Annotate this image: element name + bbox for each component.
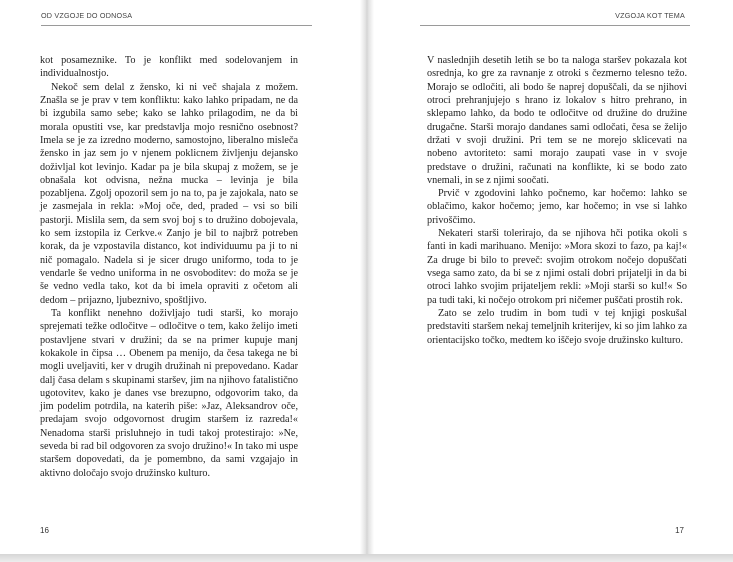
paragraph: kot posameznike. To je konflikt med sodelovanjem in individualnostjo.	[40, 55, 298, 80]
paragraph: Prvič v zgodovini lahko počnemo, kar hočemo: lahko se oblačimo, kakor hočemo; jemo, kar hočemo; in vse si lahko privoščimo.	[427, 188, 687, 226]
page-number: 16	[40, 526, 49, 535]
header-rule	[420, 25, 690, 26]
running-header: VZGOJA KOT TEMA	[615, 11, 685, 20]
page-number: 17	[675, 526, 684, 535]
right-page	[367, 0, 733, 554]
header-rule	[41, 25, 312, 26]
body-text	[427, 54, 687, 347]
body-text	[40, 54, 298, 480]
page-shadow	[0, 554, 733, 562]
paragraph: Nekateri starši tolerirajo, da se njihova hči potika okoli s fanti in kadi marihuano. Menijo: »Mora skozi to fazo, pa kaj!« Za druge bi bilo to preveč: svojim otrokom nočejo dopuščati vsega samo zato, da bi se z njimi ostali dobri prijatelji in da bi otroci lahko svojim prijateljem rekli: »Moji starši so kul!« So pa tudi taki, ki nočejo otrokom pri ničemer puščati prostih rok.	[427, 228, 687, 306]
book-gutter	[360, 0, 374, 554]
left-page	[0, 0, 366, 554]
running-header: OD VZGOJE DO ODNOSA	[41, 11, 133, 20]
paragraph: V naslednjih desetih letih se bo ta naloga staršev pokazala kot osrednja, ko gre za ravnanje z otroki s čezmerno telesno težo. Morajo se odločiti, ali bodo še naprej dopuščali, da se njihovi otroci prehranjujejo s hrano iz lokalov s hitro prehrano, in sklepamo lahko, da bodo te odločitve od družine do družine drugačne. Starši morajo dandanes sami odločati, česa se želijo držati v svoji družini. Pri tem se ne morejo sklicevati na nobeno avtoriteto: sami morajo zaupati vase in v svoje predstave o družini, računati na konflikte, ki se bodo zato vnemali, in se z njimi soočati.	[427, 55, 687, 186]
paragraph: Ta konflikt nenehno doživljajo tudi starši, ko morajo sprejemati težke odločitve – odločitve o tem, kako želijo imeti postavljene stvari v družini; da se na primer kupuje manj kokakole in čipsa … Obenem pa menijo, da česa takega ne bi mogli uveljaviti, ker v drugih družinah ni prepovedano. Kadar dalj časa delam s skupinami staršev, jim na njihovo fatalistično ugotovitev, kako je danes vse brezupno, odgovorim tako, da jim podelim potrdila, na katerih piše: »Jaz, Aleksandrov oče, predajam svojo odgovornost drugim staršem iz razreda!« Nenadoma starši prisluhnejo in tudi takoj protestirajo: »Ne, seveda bi rad bil odgovoren za svojo družino!« In tako mi uspe staršem dopovedati, da je pomembno, da sami vzgajajo in aktivno določajo svojo družinsko kulturo.	[40, 307, 298, 479]
paragraph: Nekoč sem delal z žensko, ki ni več shajala z možem. Znašla se je prav v tem konfliktu: kako lahko pripadam, ne da bi izgubila samo sebe; kako se lahko prilagodim, ne da bi morala opustiti vse, kar predstavlja mojo resnično osebnost? Imela se je za izredno moderno, samostojno, liberalno misleča žensko in jaz sem jo v njenem poklicnem življenju dejansko doživljal kot levinjo. Kadar pa je bila skupaj z možem, se je obnašala kot odvisna, nežna mucka – levinja je bila pozabljena. Zgolj opozoril sem jo na to, pa je zajokala, nato se je zasmejala in rekla: »Moj oče, ded, praded – vsi so bili pastorji. Mislila sem, da sem svoj boj s to družino dobojevala, ko sem izstopila iz Cerkve.« Zanjo je bil to najbrž potreben korak, da je vzpostavila distanco, kot individuumu pa ji to ni nič pomagalo. Nadela si je sicer drugo uniformo, toda to je vendarle še vedno uniforma in ne osvoboditev: do moža se je še vedno vedla tako, kot da bi imela opraviti z očetom ali dedom – prijazno, ljubeznivo, spoštljivo.	[40, 81, 298, 306]
paragraph: Zato se zelo trudim in bom tudi v tej knjigi poskušal predstaviti staršem nekaj temeljnih kriterijev, ki so jim lahko za orientacijsko točko, medtem ko iščejo svoje družinsko kulturo.	[427, 307, 687, 346]
